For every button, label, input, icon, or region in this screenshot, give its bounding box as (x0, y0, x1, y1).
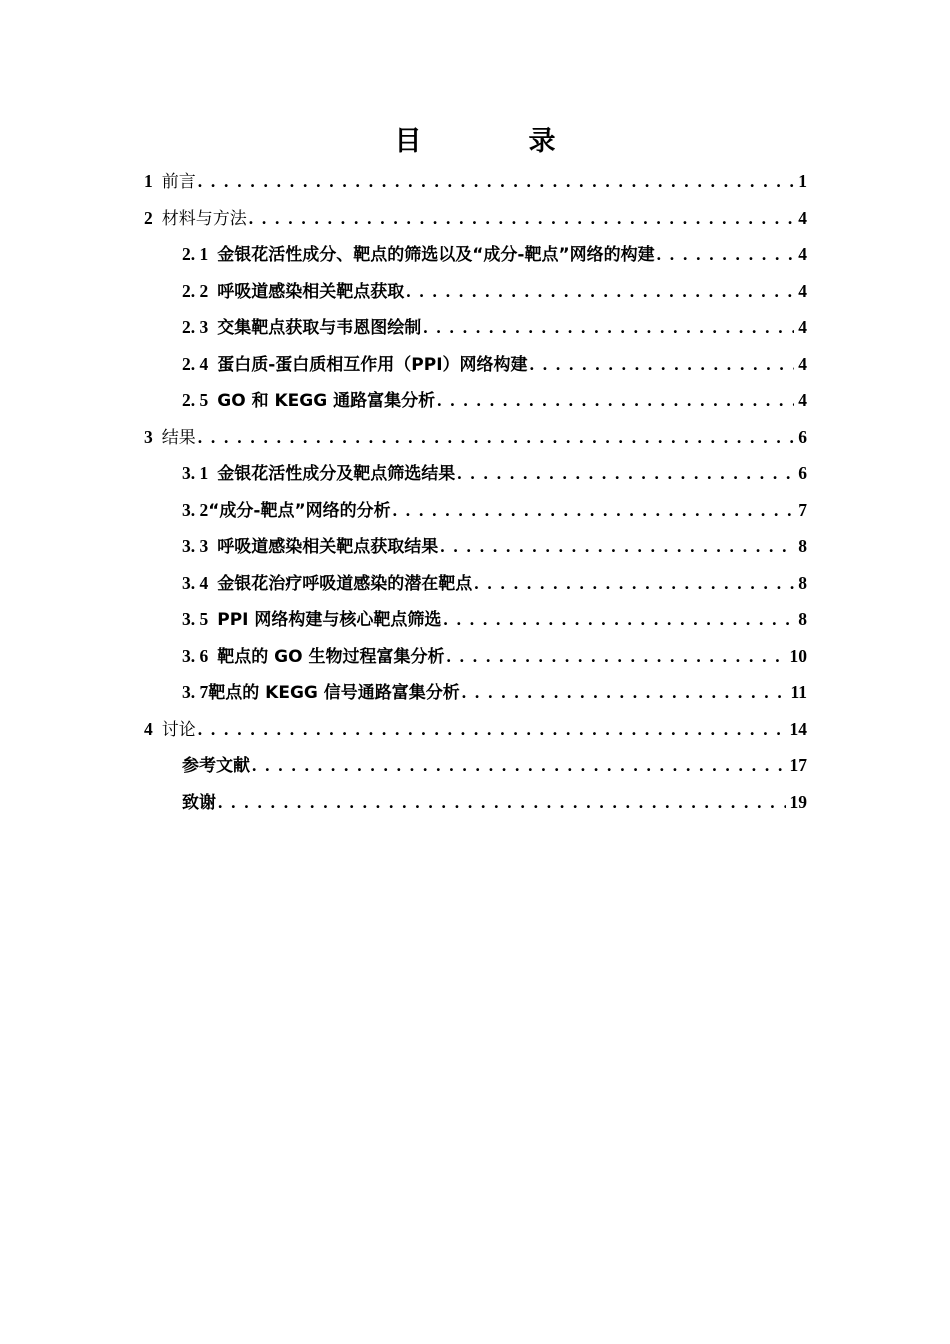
toc-list (144, 163, 807, 820)
toc-page-number: 10 (789, 645, 807, 666)
toc-page-number: 8 (798, 536, 807, 556)
toc-page-number: 14 (789, 718, 807, 739)
toc-entry[interactable] (144, 455, 807, 492)
toc-entry[interactable] (144, 638, 807, 675)
toc-entry[interactable] (144, 747, 807, 784)
toc-entry-title: 材料与方法 (161, 208, 247, 229)
toc-entry-number: 1 (144, 171, 153, 191)
toc-dot-leader (440, 528, 794, 565)
toc-dot-leader (657, 236, 795, 273)
toc-dot-leader (249, 200, 795, 237)
toc-dot-leader (443, 601, 794, 638)
toc-page-number: 8 (798, 572, 807, 593)
toc-entry-number: 3. 6 (182, 645, 209, 666)
toc-entry-number: 2 (144, 207, 153, 228)
toc-title: 目 录 (394, 126, 596, 157)
toc-dot-leader (198, 163, 795, 200)
toc-entry-number: 3. 2 (182, 499, 209, 520)
toc-dot-leader (198, 419, 795, 456)
toc-dot-leader (437, 382, 794, 419)
toc-entry-title: 参考文献 (182, 756, 250, 776)
toc-entry-title: “成分-靶点”网络的分析 (208, 500, 391, 521)
toc-entry[interactable] (144, 565, 807, 602)
toc-entry[interactable] (144, 200, 807, 237)
toc-dot-leader (423, 309, 794, 346)
toc-dot-leader (530, 346, 795, 383)
toc-page-number: 4 (798, 207, 807, 228)
toc-entry[interactable] (144, 163, 807, 200)
toc-entry[interactable] (144, 784, 807, 821)
toc-page-number: 4 (798, 280, 807, 301)
toc-entry-number: 2. 1 (182, 244, 209, 264)
toc-dot-leader (447, 638, 786, 675)
toc-entry[interactable] (144, 346, 807, 383)
toc-page-number: 7 (798, 499, 807, 520)
toc-page-number: 17 (789, 755, 807, 775)
toc-entry-number: 2. 4 (182, 353, 209, 374)
toc-dot-leader (462, 674, 787, 711)
toc-entry[interactable] (144, 601, 807, 638)
toc-page-number: 6 (798, 426, 807, 447)
toc-page-number: 11 (790, 682, 807, 702)
toc-entry[interactable] (144, 236, 807, 273)
toc-dot-leader (474, 565, 794, 602)
toc-entry-title: 讨论 (161, 719, 196, 740)
toc-page-number: 6 (798, 463, 807, 483)
toc-entry-number: 3. 3 (182, 536, 209, 556)
toc-entry-title: 金银花活性成分、靶点的筛选以及“成分-靶点”网络的构建 (217, 245, 655, 265)
toc-entry[interactable] (144, 382, 807, 419)
toc-entry[interactable] (144, 528, 807, 565)
toc-entry-title: GO 和 KEGG 通路富集分析 (217, 391, 436, 411)
toc-entry-title: 靶点的 KEGG 信号通路富集分析 (208, 683, 460, 703)
toc-entry-title: 靶点的 GO 生物过程富集分析 (217, 646, 445, 667)
toc-entry[interactable] (144, 419, 807, 456)
toc-entry-title: 致谢 (182, 792, 216, 813)
toc-entry-number: 3 (144, 426, 153, 447)
toc-dot-leader (406, 273, 794, 310)
toc-entry-title: 结果 (161, 427, 196, 448)
toc-page-number: 8 (798, 609, 807, 629)
toc-entry[interactable] (144, 711, 807, 748)
toc-page-number: 1 (798, 171, 807, 191)
toc-entry-title: 前言 (161, 172, 196, 192)
toc-entry-number: 4 (144, 718, 153, 739)
toc-dot-leader (252, 747, 786, 784)
toc-entry-title: 蛋白质-蛋白质相互作用（PPI）网络构建 (217, 354, 528, 375)
toc-page-number: 4 (798, 317, 807, 337)
toc-entry-title: PPI 网络构建与核心靶点筛选 (217, 610, 442, 630)
toc-entry-number: 3. 5 (182, 609, 209, 629)
toc-entry-number: 3. 4 (182, 572, 209, 593)
toc-entry-number: 2. 2 (182, 280, 209, 301)
toc-dot-leader (393, 492, 795, 529)
toc-entry[interactable] (144, 492, 807, 529)
toc-dot-leader (198, 711, 786, 748)
toc-page-number: 4 (798, 353, 807, 374)
toc-entry-title: 金银花活性成分及靶点筛选结果 (217, 464, 456, 484)
toc-page-number: 4 (798, 390, 807, 410)
toc-entry-title: 呼吸道感染相关靶点获取 (217, 281, 405, 302)
toc-page-number: 4 (798, 244, 807, 264)
toc-entry-title: 金银花治疗呼吸道感染的潜在靶点 (217, 573, 473, 594)
toc-dot-leader (457, 455, 794, 492)
toc-dot-leader (218, 784, 786, 821)
toc-entry[interactable] (144, 273, 807, 310)
toc-page-number: 19 (789, 791, 807, 812)
toc-entry-number: 3. 1 (182, 463, 209, 483)
toc-entry-number: 2. 5 (182, 390, 209, 410)
toc-entry-number: 3. 7 (182, 682, 209, 702)
toc-entry[interactable] (144, 309, 807, 346)
toc-entry[interactable] (144, 674, 807, 711)
toc-entry-title: 呼吸道感染相关靶点获取结果 (217, 537, 439, 557)
toc-entry-number: 2. 3 (182, 317, 209, 337)
toc-entry-title: 交集靶点获取与韦恩图绘制 (217, 318, 422, 338)
